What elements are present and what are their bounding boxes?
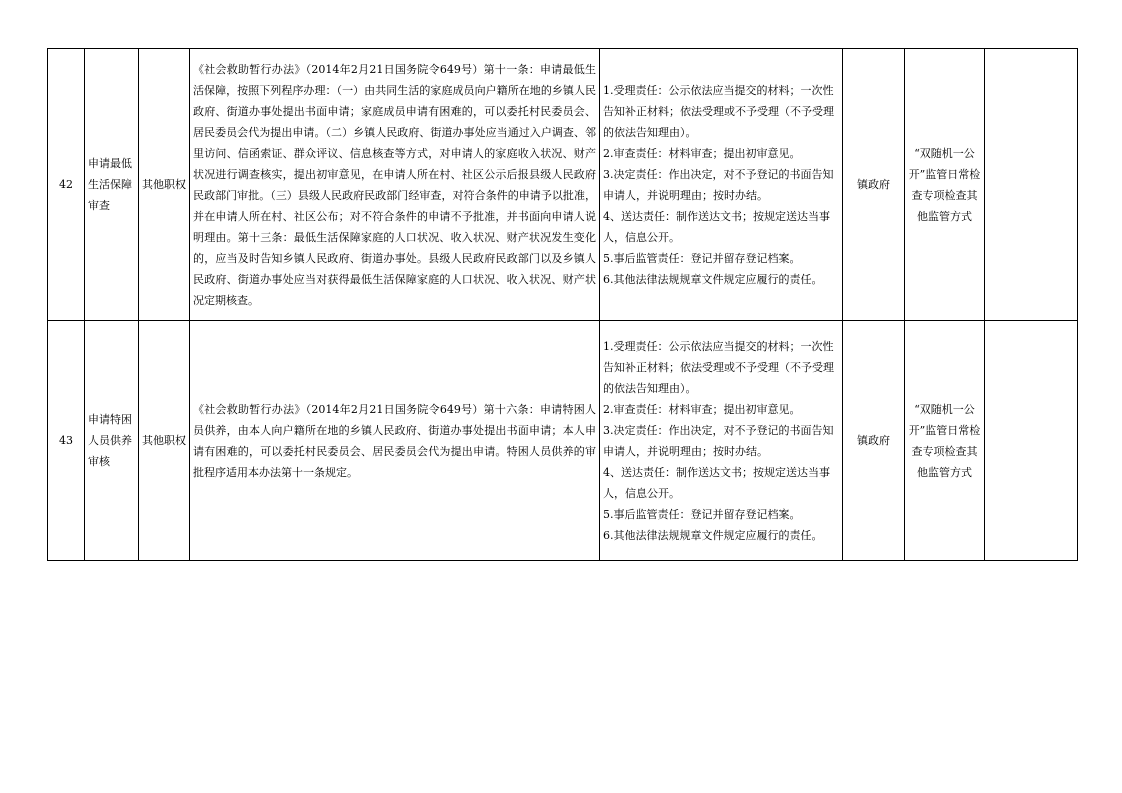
item-name: 申请特困人员供养审核 — [85, 321, 139, 561]
responsibility-item: 2.审查责任：材料审查；提出初审意见。 — [603, 146, 801, 160]
supervision-mode: “双随机一公开”监管日常检查专项检查其他监管方式 — [905, 49, 985, 321]
responsibility-item: 3.决定责任：作出决定，对不予登记的书面告知申请人，并说明理由；按时办结。 — [603, 167, 834, 202]
responsibility-item: 3.决定责任：作出决定，对不予登记的书面告知申请人，并说明理由；按时办结。 — [603, 423, 834, 458]
responsibility-item: 1.受理责任：公示依法应当提交的材料；一次性告知补正材料；依法受理或不予受理（不予受理的依法告知理由）。 — [603, 83, 834, 139]
responsibility-list — [600, 49, 843, 321]
remark-cell — [985, 321, 1078, 561]
row-number: 42 — [48, 49, 85, 321]
legal-basis: 《社会救助暂行办法》（2014年2月21日国务院令649号）第十六条：申请特困人员供养，由本人向户籍所在地的乡镇人民政府、街道办事处提出书面申请；本人申请有困难的，可以委托村民委员会、居民委员会代为提出申请。特困人员供养的审批程序适用本办法第十一条规定。 — [190, 321, 600, 561]
responsibility-item: 1.受理责任：公示依法应当提交的材料；一次性告知补正材料；依法受理或不予受理（不予受理的依法告知理由）。 — [603, 339, 834, 395]
responsibility-item: 6.其他法律法规规章文件规定应履行的责任。 — [603, 272, 823, 286]
responsibility-item: 4、送达责任：制作送达文书；按规定送达当事人，信息公开。 — [603, 465, 830, 500]
power-type: 其他职权 — [139, 321, 190, 561]
responsibility-item: 2.审查责任：材料审查；提出初审意见。 — [603, 402, 801, 416]
power-list-table — [47, 48, 1078, 561]
responsibility-item: 5.事后监管责任：登记并留存登记档案。 — [603, 251, 801, 265]
item-name: 申请最低生活保障审查 — [85, 49, 139, 321]
responsibility-item: 5.事后监管责任：登记并留存登记档案。 — [603, 507, 801, 521]
legal-basis: 《社会救助暂行办法》（2014年2月21日国务院令649号）第十一条：申请最低生活保障，按照下列程序办理：（一）由共同生活的家庭成员向户籍所在地的乡镇人民政府、街道办事处提出书面申请；家庭成员申请有困难的，可以委托村民委员会、居民委员会代为提出申请。（二）乡镇人民政府、街道办事处应当通过入户调查、邻里访问、信函索证、群众评议、信息核查等方式，对申请人的家庭收入状况、财产状况进行调查核实，提出初审意见，在申请人所在村、社区公示后报县级人民政府民政部门审批。（三）县级人民政府民政部门经审查，对符合条件的申请予以批准，并在申请人所在村、社区公布；对不符合条件的申请不予批准，并书面向申请人说明理由。第十三条：最低生活保障家庭的人口状况、收入状况、财产状况发生变化的，应当及时告知乡镇人民政府、街道办事处。县级人民政府民政部门以及乡镇人民政府、街道办事处应当对获得最低生活保障家庭的人口状况、收入状况、财产状况定期核查。 — [190, 49, 600, 321]
responsibility-item: 6.其他法律法规规章文件规定应履行的责任。 — [603, 528, 823, 542]
row-number: 43 — [48, 321, 85, 561]
table-row — [48, 321, 1078, 561]
responsible-subject: 镇政府 — [843, 49, 905, 321]
responsibility-list — [600, 321, 843, 561]
responsible-subject: 镇政府 — [843, 321, 905, 561]
supervision-mode: “双随机一公开”监管日常检查专项检查其他监管方式 — [905, 321, 985, 561]
table-row — [48, 49, 1078, 321]
remark-cell — [985, 49, 1078, 321]
responsibility-item: 4、送达责任：制作送达文书；按规定送达当事人，信息公开。 — [603, 209, 830, 244]
power-type: 其他职权 — [139, 49, 190, 321]
